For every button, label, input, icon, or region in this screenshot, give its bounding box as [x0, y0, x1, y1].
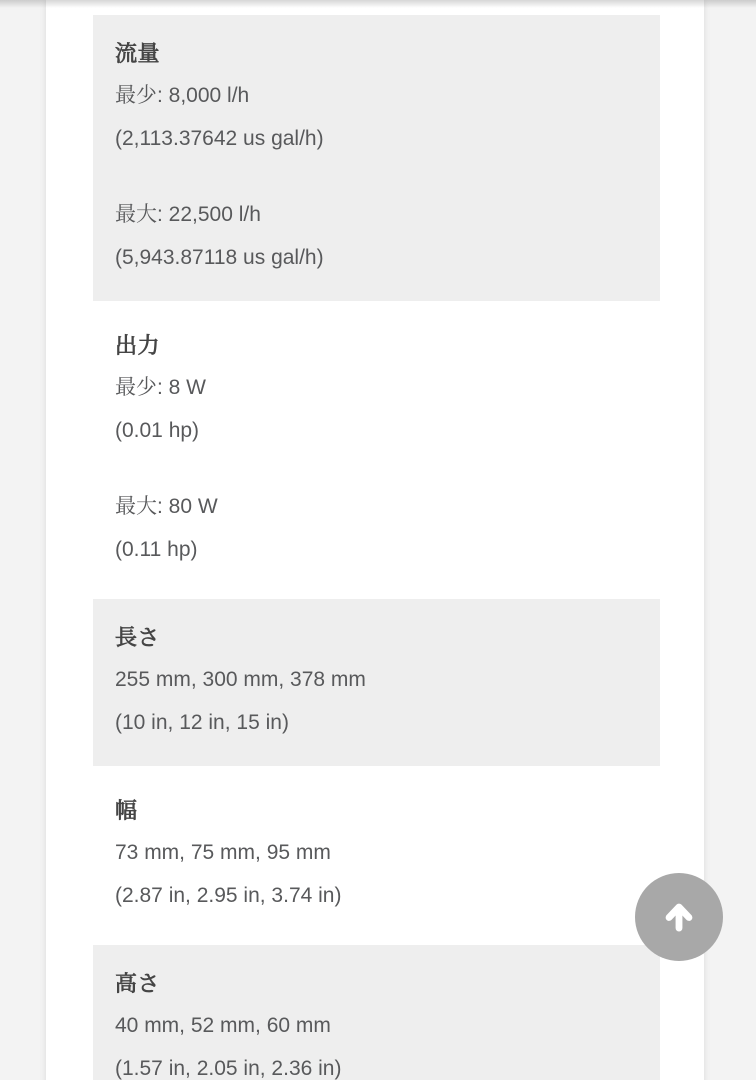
spec-label: 幅 — [115, 798, 138, 823]
spec-metric-value: 最少: 8,000 l/h — [115, 84, 250, 107]
spec-value-pair — [115, 375, 636, 444]
spec-section-flow-rate — [93, 15, 660, 301]
spec-imperial-value: (2.87 in, 2.95 in, 3.74 in) — [115, 884, 342, 907]
spec-list — [93, 0, 660, 1080]
spec-label: 流量 — [115, 41, 161, 66]
spec-value-pair — [115, 494, 636, 563]
spec-metric-value: 255 mm, 300 mm, 378 mm — [115, 668, 366, 691]
content-card — [46, 0, 704, 1080]
spec-value-pair — [115, 1013, 636, 1080]
spec-metric-value: 最少: 8 W — [115, 376, 207, 399]
spec-section-length — [93, 599, 660, 766]
spec-imperial-value: (0.11 hp) — [115, 538, 198, 561]
spec-metric-value: 最大: 80 W — [115, 495, 218, 518]
spec-imperial-value: (10 in, 12 in, 15 in) — [115, 711, 289, 734]
spec-imperial-value: (0.01 hp) — [115, 419, 200, 442]
spec-label: 長さ — [115, 625, 161, 650]
spec-metric-value: 最大: 22,500 l/h — [115, 203, 261, 226]
back-to-top-button[interactable] — [635, 873, 723, 961]
spec-metric-value: 73 mm, 75 mm, 95 mm — [115, 841, 331, 864]
spec-label: 出力 — [115, 333, 161, 358]
spec-value-pair — [115, 667, 636, 736]
spec-label: 高さ — [115, 971, 161, 996]
arrow-up-icon — [658, 896, 700, 938]
spec-value-pair — [115, 840, 636, 909]
spec-metric-value: 40 mm, 52 mm, 60 mm — [115, 1014, 331, 1037]
spec-section-power — [93, 301, 660, 599]
spec-value-pair — [115, 202, 636, 271]
spec-imperial-value: (2,113.37642 us gal/h) — [115, 127, 324, 150]
spec-imperial-value: (1.57 in, 2.05 in, 2.36 in) — [115, 1057, 342, 1080]
spec-section-width — [93, 766, 660, 945]
spec-section-height — [93, 945, 660, 1080]
spec-value-pair — [115, 83, 636, 152]
spec-imperial-value: (5,943.87118 us gal/h) — [115, 246, 324, 269]
